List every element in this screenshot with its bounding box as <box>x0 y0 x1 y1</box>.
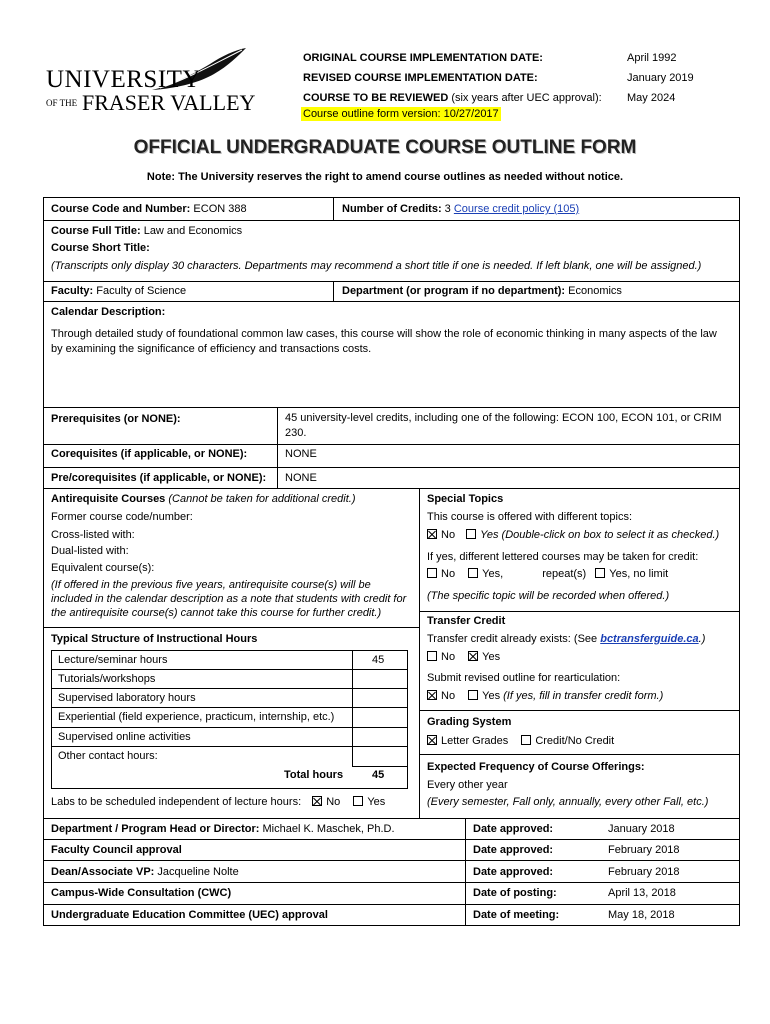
precoreq-label: Pre/corequisites (if applicable, or NONE): <box>51 472 267 484</box>
logo-line2-small: OF THE <box>46 98 78 108</box>
approval-dept-head: Department / Program Head or Director: Michael K. Maschek, Ph.D. <box>51 823 395 835</box>
hours-row-label: Supervised laboratory hours <box>58 692 196 704</box>
disclaimer-note: Note: The University reserves the right to amend course outlines as needed without notice. <box>146 171 624 183</box>
approval-date-value: May 18, 2018 <box>608 909 675 921</box>
review-date-label: COURSE TO BE REVIEWED (six years after UEC approval): <box>303 92 602 104</box>
special-topics-options: No Yes (Double-click on box to select it as checked.) <box>427 529 719 541</box>
approval-date-value: February 2018 <box>608 844 680 856</box>
prereq-label: Prerequisites (or NONE): <box>51 413 181 425</box>
hours-row-value: 45 <box>372 654 385 666</box>
approval-date-label: Date approved: <box>473 866 554 878</box>
antireq-heading: Antirequisite Courses (Cannot be taken for additional credit.) <box>51 493 356 505</box>
review-date-value: May 2024 <box>627 92 676 104</box>
approval-date-label: Date approved: <box>473 823 554 835</box>
faculty: Faculty: Faculty of Science <box>51 285 187 297</box>
hours-heading: Typical Structure of Instructional Hours <box>51 633 258 645</box>
transfer-exists-no-checkbox[interactable] <box>427 651 437 661</box>
special-topics-no-checkbox[interactable] <box>427 529 437 539</box>
transfer-line2: Submit revised outline for rearticulation: <box>427 672 621 684</box>
credit-nocredit-checkbox[interactable] <box>521 735 531 745</box>
grading-options: Letter Grades Credit/No Credit <box>427 735 614 747</box>
hours-row-label: Supervised online activities <box>58 731 191 743</box>
grading-heading: Grading System <box>427 716 512 728</box>
special-topics-note: (The specific topic will be recorded when offered.) <box>427 590 670 602</box>
lettered-course-options: No Yes, repeat(s) Yes, no limit <box>427 568 668 580</box>
logo-line2: FRASER VALLEY <box>82 90 256 115</box>
short-title-note: (Transcripts only display 30 characters. Departments may recommend a short title if one is needed. If left blank, one will be assigned.) <box>51 260 702 272</box>
special-topics-yes-checkbox[interactable] <box>466 529 476 539</box>
approval-date-label: Date of meeting: <box>473 909 560 921</box>
hours-row-label: Lecture/seminar hours <box>58 654 168 666</box>
hours-row-label: Experiential (field experience, practicum, internship, etc.) <box>58 711 335 723</box>
original-date-value: April 1992 <box>627 52 677 64</box>
calendar-description: Through detailed study of foundational common law cases, this course will show the role of economic thinking in many aspects of the law by examining the significance of efficiency and transactions costs. <box>51 328 717 355</box>
antireq-dual: Dual-listed with: <box>51 545 129 557</box>
course-code: Course Code and Number: ECON 388 <box>51 203 247 215</box>
course-full-title: Course Full Title: Law and Economics <box>51 225 243 237</box>
approval-faculty-council: Faculty Council approval <box>51 844 182 856</box>
special-topics-line1: This course is offered with different topics: <box>427 511 633 523</box>
department: Department (or program if no department): Economics <box>342 285 622 297</box>
calendar-label: Calendar Description: <box>51 306 166 318</box>
approval-date-value: April 13, 2018 <box>608 887 676 899</box>
approval-uec: Undergraduate Education Committee (UEC) approval <box>51 909 328 921</box>
frequency-note: (Every semester, Fall only, annually, every other Fall, etc.) <box>427 796 709 808</box>
approval-date-value: February 2018 <box>608 866 680 878</box>
page-title: OFFICIAL UNDERGRADUATE COURSE OUTLINE FORM <box>133 137 637 158</box>
logo-line1: UNIVERSITY <box>46 66 201 93</box>
transfer-exists-yes-checkbox[interactable] <box>468 651 478 661</box>
antireq-cross: Cross-listed with: <box>51 529 135 541</box>
rearticulation-options: No Yes (If yes, fill in transfer credit form.) <box>427 690 663 702</box>
antireq-equivalent: Equivalent course(s): <box>51 562 155 574</box>
special-topics-heading: Special Topics <box>427 493 504 505</box>
labs-independent: Labs to be scheduled independent of lecture hours: No Yes <box>51 796 386 808</box>
approval-dean: Dean/Associate VP: Jacqueline Nolte <box>51 866 239 878</box>
transfer-line1: Transfer credit already exists: (See bctransferguide.ca.) <box>427 633 706 645</box>
frequency-heading: Expected Frequency of Course Offerings: <box>427 761 645 773</box>
revised-date-label: REVISED COURSE IMPLEMENTATION DATE: <box>303 72 538 84</box>
revised-date-value: January 2019 <box>627 72 694 84</box>
antireq-note: (If offered in the previous five years, antirequisite course(s) will be included in the calendar description as a note that students with credit for the antirequisite course(s) cannot take this course for further credit.) <box>51 579 407 619</box>
precoreq-value: NONE <box>285 472 317 484</box>
hours-row-label: Tutorials/workshops <box>58 673 156 685</box>
lettered-yes-checkbox[interactable] <box>468 568 478 578</box>
course-short-title-label: Course Short Title: <box>51 242 150 254</box>
total-hours-value: 45 <box>372 769 385 781</box>
transfer-heading: Transfer Credit <box>427 615 506 627</box>
approval-date-label: Date of posting: <box>473 887 557 899</box>
form-version: Course outline form version: 10/27/2017 <box>303 108 499 120</box>
transfer-exists-options: No Yes <box>427 651 500 663</box>
course-credits: Number of Credits: 3 Course credit policy (105) <box>342 203 580 215</box>
rearticulation-yes-checkbox[interactable] <box>468 690 478 700</box>
bctransferguide-link[interactable]: bctransferguide.ca <box>600 633 699 645</box>
frequency-value: Every other year <box>427 779 508 791</box>
total-hours-label: Total hours <box>284 769 344 781</box>
prereq-value: 45 university-level credits, including one of the following: ECON 100, ECON 101, or CRIM 230. <box>285 412 722 439</box>
coreq-value: NONE <box>285 448 317 460</box>
labs-yes-checkbox[interactable] <box>353 796 363 806</box>
credit-policy-link[interactable]: Course credit policy (105) <box>453 203 580 215</box>
special-topics-line2: If yes, different lettered courses may be taken for credit: <box>427 551 699 563</box>
rearticulation-no-checkbox[interactable] <box>427 690 437 700</box>
approval-date-value: January 2018 <box>608 823 675 835</box>
coreq-label: Corequisites (if applicable, or NONE): <box>51 448 248 460</box>
hours-row-label: Other contact hours: <box>58 750 158 762</box>
approval-cwc: Campus-Wide Consultation (CWC) <box>51 887 232 899</box>
lettered-no-limit-checkbox[interactable] <box>595 568 605 578</box>
original-date-label: ORIGINAL COURSE IMPLEMENTATION DATE: <box>303 52 543 64</box>
antireq-former: Former course code/number: <box>51 511 193 523</box>
labs-no-checkbox[interactable] <box>312 796 322 806</box>
letter-grades-checkbox[interactable] <box>427 735 437 745</box>
lettered-no-checkbox[interactable] <box>427 568 437 578</box>
approval-date-label: Date approved: <box>473 844 554 856</box>
